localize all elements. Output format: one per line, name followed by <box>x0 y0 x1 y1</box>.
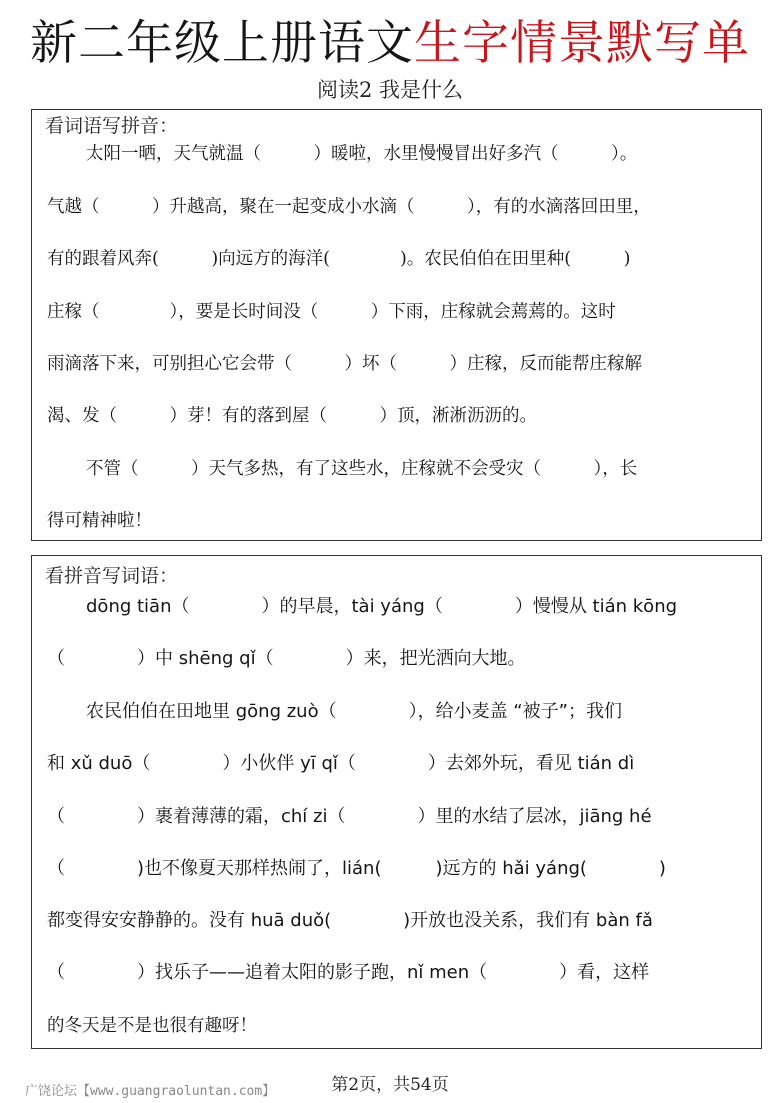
passage-line: （ )也不像夏天那样热闹了，lián( )远方的 hǎi yáng( ) <box>47 858 666 879</box>
passage-line: （ ）裹着薄薄的霜，chí zi（ ）里的水结了层冰，jiāng hé <box>47 806 652 827</box>
passage-line: 太阳一晒，天气就温（ ）暖啦，水里慢慢冒出好多汽（ ）。 <box>86 144 638 164</box>
passage-line: 的冬天是不是也很有趣呀！ <box>47 1016 257 1036</box>
passage-line: 不管（ ）天气多热，有了这些水，庄稼就不会受灾（ ），长 <box>86 459 638 479</box>
lesson-subtitle: 阅读2 我是什么 <box>316 78 464 102</box>
passage-line: （ ）找乐子——追着太阳的影子跑，nǐ men（ ）看，这样 <box>47 962 650 983</box>
passage-line: 得可精神啦！ <box>47 511 152 531</box>
title-black-part: 新二年级上册语文 <box>30 16 414 71</box>
section-pinyin-to-words <box>31 555 762 1049</box>
passage-line: 渴、发（ ）芽！有的落到屋（ ）顶，淅淅沥沥的。 <box>47 406 537 426</box>
passage-line: 农民伯伯在田地里 gōng zuò（ ），给小麦盖 “被子”；我们 <box>86 701 622 722</box>
passage-line: 有的跟着风奔( )向远方的海洋( )。农民伯伯在田里种( ) <box>47 249 631 269</box>
passage-line: 气越（ ）升越高，聚在一起变成小水滴（ ），有的水滴落回田里， <box>47 197 651 217</box>
section-words-to-pinyin <box>31 109 762 541</box>
passage-line: dōng tiān（ ）的早晨，tài yáng（ ）慢慢从 tián kōng <box>86 596 678 617</box>
section-heading: 看词语写拼音： <box>45 115 179 137</box>
passage-line: （ ）中 shēng qǐ（ ）来，把光洒向大地。 <box>47 648 526 669</box>
worksheet-title <box>0 14 780 74</box>
passage-line: 雨滴落下来，可别担心它会带（ ）坏（ ）庄稼，反而能帮庄稼解 <box>47 354 642 374</box>
section-heading: 看拼音写词语： <box>45 565 179 587</box>
watermark: 广饶论坛【www.guangraoluntan.com】 <box>25 1084 276 1099</box>
page-indicator: 第2页，共54页 <box>331 1075 449 1095</box>
title-red-part: 生字情景默写单 <box>414 16 750 71</box>
passage-line: 庄稼（ ），要是长时间没（ ）下雨，庄稼就会蔫蔫的。这时 <box>47 302 616 322</box>
passage-line: 和 xǔ duō（ ）小伙伴 yī qǐ（ ）去郊外玩，看见 tián dì <box>47 753 635 774</box>
passage-line: 都变得安安静静的。没有 huā duǒ( )开放也没关系，我们有 bàn fǎ <box>47 910 653 931</box>
